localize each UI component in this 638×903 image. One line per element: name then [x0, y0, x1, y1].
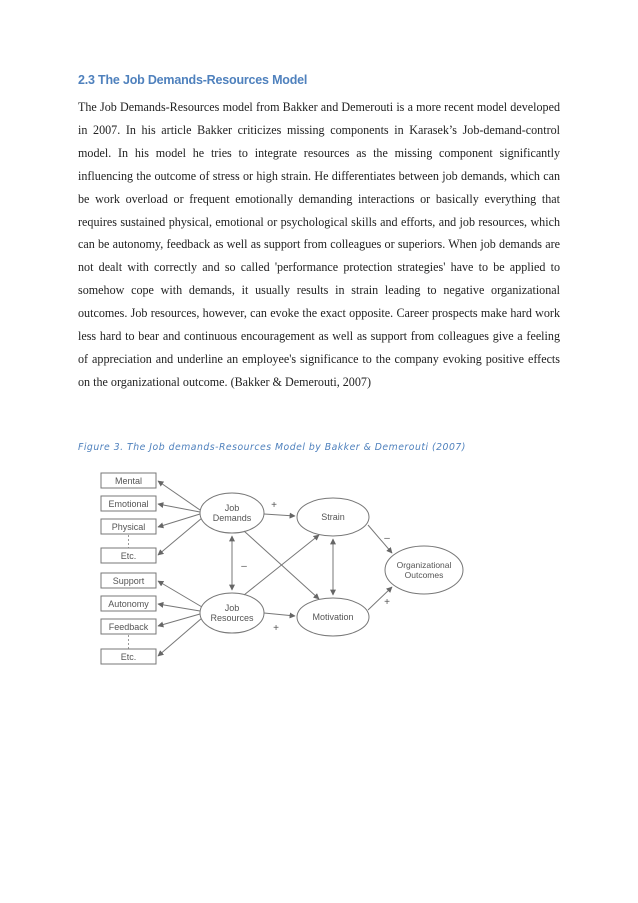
motivation-label: Motivation [312, 612, 354, 622]
sign-motivation-to-outcomes: + [384, 597, 390, 608]
job-demands-label-line1: Job [224, 503, 240, 513]
demand-box-arrows [158, 481, 202, 555]
box-physical-label: Physical [111, 522, 146, 532]
box-etc-demands-label: Etc. [120, 551, 137, 561]
outcomes-label-line2: Outcomes [404, 570, 444, 580]
box-autonomy-label: Autonomy [108, 599, 149, 609]
section-heading: 2.3 The Job Demands-Resources Model [78, 73, 308, 87]
strain-label: Strain [321, 512, 345, 522]
sign-demands-resources: – [241, 561, 247, 572]
resource-box-arrows [158, 581, 202, 656]
box-etc-resources-label: Etc. [120, 652, 137, 662]
job-resources-label-line1: Job [224, 603, 240, 613]
jdr-model-diagram [96, 465, 476, 667]
box-support-label: Support [112, 576, 145, 586]
figure-caption: Figure 3. The Job demands-Resources Model by Bakker & Demerouti (2007) [78, 442, 466, 453]
outcomes-label-line1: Organizational [396, 560, 452, 570]
box-mental-label: Mental [114, 476, 143, 486]
box-feedback-label: Feedback [108, 622, 149, 632]
box-emotional-label: Emotional [108, 499, 149, 509]
job-resources-label-line2: Resources [210, 613, 254, 623]
job-demands-label-line2: Demands [212, 513, 252, 523]
sign-demands-to-strain: + [271, 500, 277, 511]
sign-resources-to-motivation: + [273, 623, 279, 634]
sign-strain-to-outcomes: – [384, 533, 390, 544]
body-paragraph: The Job Demands-Resources model from Bakker and Demerouti is a more recent model developed in 2007. In his article Bakker criticizes missing components in Karasek’s Job-demand-control model. In his model he tries to integrate resources as the missing component significantly influencing the outcome of stress or high strain. He differentiates between job demands, which can be work overload or frequent emotionally demanding interactions or basically everything that requires sustained physical, emotional or psychological skills and efforts, and job resources, which can be autonomy, feedback as well as support from colleagues or superiors. When job demands are not dealt with correctly and so called 'performance protection strategies' have to be applied to somehow cope with demands, it usually results in strain leading to negative organizational outcomes. Job resources, however, can evoke the exact opposite. Career prospects make hard work less hard to bear and continuous encouragement as well as support from colleagues give a feeling of appreciation and underline an employee's significance to the company evoking positive effects on the organizational outcome. (Bakker & Demerouti, 2007) [78, 100, 560, 389]
